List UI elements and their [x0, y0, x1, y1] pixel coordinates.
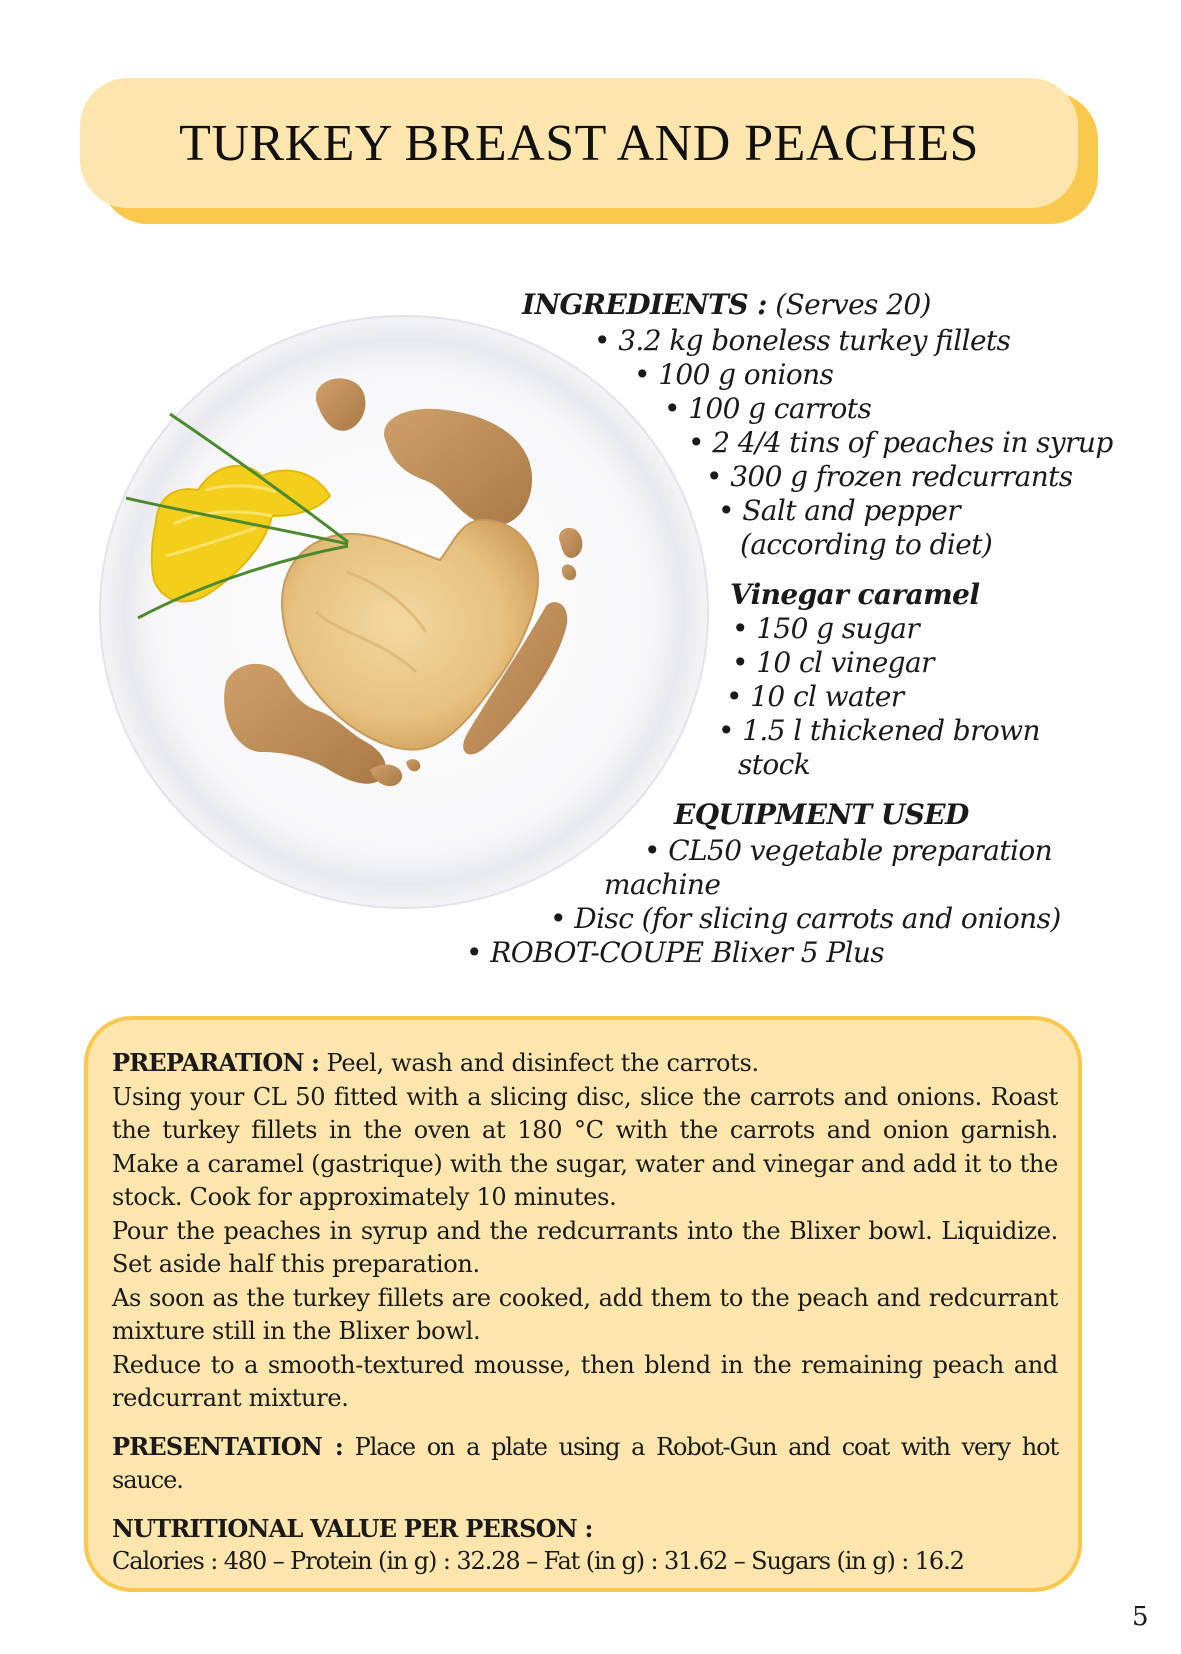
- equipment-item: • Disc (for slicing carrots and onions): [550, 902, 1061, 935]
- ingredient-item: • 100 g carrots: [664, 392, 872, 425]
- ingredient-item: • Salt and pepper: [718, 494, 961, 527]
- ingredient-item: • 3.2 kg boneless turkey fillets: [594, 324, 1011, 357]
- ingredient-item: • 100 g onions: [634, 358, 834, 391]
- preparation-label: PREPARATION :: [112, 1048, 320, 1077]
- preparation-step: Reduce to a smooth-textured mousse, then blend in the remaining peach and redcurrant mixture.: [112, 1350, 1058, 1412]
- preparation-step: Using your CL 50 fitted with a slicing disc, slice the carrots and onions. Roast the turkey fillets in the oven at 180 °C with the carrots and onion garnish. Make a caramel (gastrique) with the sugar, water and vinegar and add it to the stock. Cook for approximately 10 minutes.: [112, 1082, 1058, 1211]
- presentation-line: PRESENTATION : Place on a plate using a Robot-Gun and coat with very hot sauce.: [112, 1431, 1058, 1494]
- equipment-item: • ROBOT-COUPE Blixer 5 Plus: [466, 936, 885, 969]
- vinegar-caramel-heading: Vinegar caramel: [730, 578, 980, 611]
- presentation-label: PRESENTATION :: [112, 1431, 343, 1461]
- caramel-item: • 10 cl water: [726, 680, 904, 713]
- equipment-item: • CL50 vegetable preparation: [644, 834, 1053, 867]
- ingredient-item: (according to diet): [740, 528, 993, 561]
- ingredients-heading-line: [522, 288, 931, 322]
- preparation-step: Pour the peaches in syrup and the redcurrants into the Blixer bowl. Liquidize. Set aside half this preparation.: [112, 1216, 1058, 1278]
- caramel-item: • 150 g sugar: [732, 612, 920, 645]
- caramel-item: • 10 cl vinegar: [732, 646, 934, 679]
- dish-photo: [86, 312, 720, 922]
- equipment-heading: EQUIPMENT USED: [674, 798, 969, 831]
- caramel-item: stock: [738, 748, 811, 781]
- nutrition-values: Calories : 480 – Protein (in g) : 32.28 – Fat (in g) : 31.62 – Sugars (in g) : 16.2: [112, 1547, 964, 1575]
- preparation-step: As soon as the turkey fillets are cooked, add them to the peach and redcurrant mixture still in the Blixer bowl.: [112, 1283, 1058, 1345]
- page-number: 5: [1132, 1602, 1149, 1632]
- title-banner: [80, 78, 1078, 208]
- preparation-first: PREPARATION : Peel, wash and disinfect the carrots.: [112, 1048, 759, 1077]
- serves-note: (Serves 20): [775, 288, 931, 321]
- nutrition-label: NUTRITIONAL VALUE PER PERSON :: [112, 1513, 593, 1543]
- page-title: TURKEY BREAST AND PEACHES: [179, 114, 979, 172]
- caramel-item: • 1.5 l thickened brown: [718, 714, 1040, 747]
- ingredient-item: • 2 4/4 tins of peaches in syrup: [688, 426, 1113, 459]
- ingredient-item: • 300 g frozen redcurrants: [706, 460, 1073, 493]
- preparation-panel: [84, 1016, 1082, 1592]
- ingredients-heading: INGREDIENTS :: [522, 288, 767, 321]
- equipment-item: machine: [604, 868, 721, 901]
